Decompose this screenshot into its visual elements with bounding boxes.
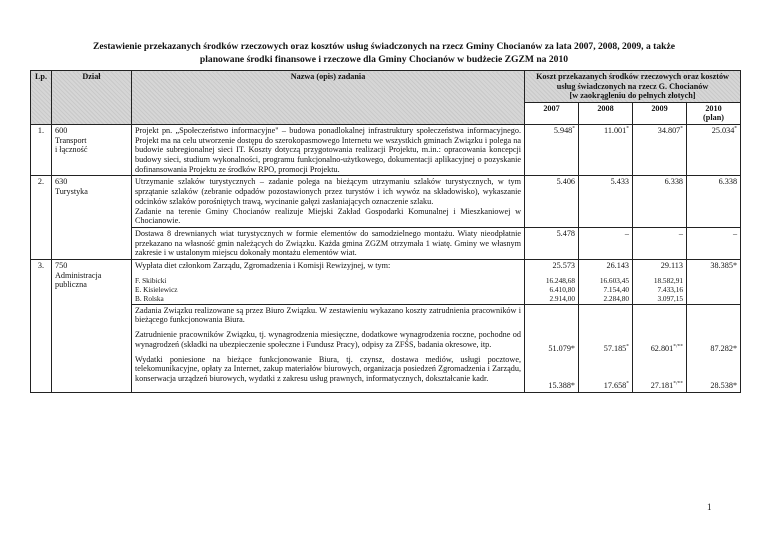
value-2010: – bbox=[687, 227, 741, 259]
page-number: 1 bbox=[707, 502, 712, 512]
office-value: 27.181*/** bbox=[650, 380, 683, 391]
description-paragraph: Zatrudnienie pracowników Związku, tj. wynagrodzenia miesięczne, dodatkowe wynagrodzenia roczne, pochodne od wynagrodzeń (składki na ubezpieczenie społeczne i Fundusz Pracy), odpisy za ZFŚS, badania okresowe, itp. bbox=[135, 330, 521, 349]
dzial-name: Administracja bbox=[55, 270, 102, 280]
value-2007 bbox=[525, 304, 579, 392]
header-dzial: Dział bbox=[52, 71, 132, 125]
value-2009: – bbox=[633, 227, 687, 259]
value-2007 bbox=[525, 260, 579, 305]
table-row bbox=[31, 176, 741, 228]
value-2009: 6.338 bbox=[633, 176, 687, 228]
total-value: 26.143 bbox=[606, 261, 629, 271]
value-2008 bbox=[579, 260, 633, 305]
row-dzial bbox=[52, 176, 132, 260]
member-value: 2.914,00 bbox=[549, 293, 575, 303]
office-value: 17.658* bbox=[603, 380, 629, 391]
dzial-name: publiczna bbox=[55, 280, 87, 290]
row-dzial bbox=[52, 124, 132, 176]
office-value: 15.388* bbox=[548, 381, 575, 391]
member-value: 7.154,40 bbox=[603, 284, 629, 294]
value-2009 bbox=[633, 304, 687, 392]
row-dzial bbox=[52, 260, 132, 393]
member-value: 2.284,80 bbox=[603, 293, 629, 303]
table-row bbox=[31, 260, 741, 305]
row-description: Projekt pn. „Społeczeństwo informacyjne" – budowa ponadlokalnej infrastruktury społeczeństwa informacyjnego. Projekt ma na celu utworzenie dostępu do szerokopasmowego Internetu we wszystkich gminach Związku i polega na budowie subregionalnej sieci IT. Koszty dotyczą przygotowania realizacji Projektu, m.in.: opracowania koncepcji budowy sieci, studium wykonalności, programu funkcjonalno-użytkowego, dokumentacji aplikacyjnej o pozyskanie dofinansowania Projektu ze środków RPO, promocji Projektu. bbox=[132, 124, 525, 176]
member-value: 16.603,45 bbox=[599, 275, 629, 285]
row-lp: 3. bbox=[31, 260, 52, 393]
table-row bbox=[31, 227, 741, 259]
summary-table bbox=[30, 70, 741, 393]
value-2008: 5.433 bbox=[579, 176, 633, 228]
total-value: 25.573 bbox=[552, 261, 575, 271]
year-2010-plan: (plan) bbox=[703, 113, 724, 123]
value-2007: 5.406 bbox=[525, 176, 579, 228]
row-lp: 1. bbox=[31, 124, 52, 176]
value-2007: 5.478 bbox=[525, 227, 579, 259]
member-names bbox=[135, 276, 521, 303]
value-2008 bbox=[579, 304, 633, 392]
year-2010-label: 2010 bbox=[705, 103, 722, 113]
year-2008: 2008 bbox=[579, 102, 633, 124]
year-2010 bbox=[687, 102, 741, 124]
description-paragraph: Zadanie na terenie Gminy Chocianów realizuje Miejski Zakład Gospodarki Komunalnej i Mieszkaniowej w Chocianowie. bbox=[135, 206, 521, 226]
description-paragraph: Wypłata diet członkom Zarządu, Zgromadzenia i Komisji Rewizyjnej, w tym: bbox=[135, 261, 391, 271]
header-koszt-line3: [w zaokrągleniu do pełnych złotych] bbox=[569, 91, 696, 100]
header-koszt bbox=[525, 71, 741, 103]
dzial-code: 600 bbox=[55, 125, 68, 135]
total-value: 29.113 bbox=[660, 261, 683, 271]
member-values bbox=[636, 276, 683, 303]
value-2010: 6.338 bbox=[687, 176, 741, 228]
employment-value: 57.185* bbox=[603, 343, 629, 353]
row-description bbox=[132, 304, 525, 392]
header-koszt-line2: usług świadczonych na rzecz G. Chocianów bbox=[556, 81, 709, 91]
member-values bbox=[582, 276, 629, 303]
table-row bbox=[31, 124, 741, 176]
value-2007: 5.948* bbox=[525, 124, 579, 176]
description-paragraph: Wydatki poniesione na bieżące funkcjonowanie Biura, tj. czynsz, dostawa mediów, usługi pocztowe, telekomunikacyjne, opłaty za Internet, zakup materiałów biurowych, organizacja posiedzeń Zgromadzenia i Zarządu, konserwacja urządzeń biurowych, wydatki z zakresu usług prawnych, informatycznych, dokształcanie kadr. bbox=[135, 354, 521, 383]
value-2010: 38.385* bbox=[687, 260, 741, 305]
value-2010 bbox=[687, 304, 741, 392]
dzial-name: Transport bbox=[55, 135, 87, 145]
dzial-code: 750 bbox=[55, 261, 68, 271]
value-2009: 34.807* bbox=[633, 124, 687, 176]
table-row bbox=[31, 304, 741, 392]
year-2009: 2009 bbox=[633, 102, 687, 124]
header-koszt-line1: Koszt przekazanych środków rzeczowych oraz kosztów bbox=[536, 72, 729, 81]
member-name: F. Skibicki bbox=[135, 275, 167, 285]
office-value: 28.538* bbox=[710, 381, 738, 391]
row-lp: 2. bbox=[31, 176, 52, 260]
value-2008: 11.001* bbox=[579, 124, 633, 176]
year-2007: 2007 bbox=[525, 102, 579, 124]
member-name: B. Rolska bbox=[135, 293, 164, 303]
employment-value: 87.282* bbox=[710, 343, 738, 353]
member-value: 18.582,91 bbox=[653, 275, 683, 285]
header-lp: Lp. bbox=[31, 71, 52, 125]
member-value: 6.410,80 bbox=[549, 284, 575, 294]
value-2010: 25.034* bbox=[687, 124, 741, 176]
dzial-name: i łączność bbox=[55, 145, 88, 155]
employment-value: 62.801*/** bbox=[650, 343, 683, 353]
dzial-code: 630 bbox=[55, 177, 68, 187]
description-paragraph: Zadania Związku realizowane są przez Biuro Związku. W zestawieniu wykazano koszty zatrudnienia pracowników i bieżącego funkcjonowania Biura. bbox=[135, 305, 521, 325]
value-2008: – bbox=[579, 227, 633, 259]
title-line-1: Zestawienie przekazanych środków rzeczowych oraz kosztów usług świadczonych na rzecz Gminy Chocianów za lata 2007, 2008, 2009, a także bbox=[92, 41, 676, 52]
member-value: 7.433,16 bbox=[657, 284, 683, 294]
document-title bbox=[30, 40, 738, 66]
row-description bbox=[132, 176, 525, 228]
title-line-2: planowane środki finansowe i rzeczowe dla Gminy Chocianów w budżecie ZGZM na 2010 bbox=[199, 54, 569, 65]
header-row bbox=[31, 71, 741, 103]
member-values bbox=[528, 276, 575, 303]
dzial-name: Turystyka bbox=[55, 187, 88, 197]
value-2009 bbox=[633, 260, 687, 305]
row-description bbox=[132, 260, 525, 305]
employment-value: 51.079* bbox=[548, 343, 575, 353]
member-name: E. Kisielewicz bbox=[135, 284, 178, 294]
row-description: Dostawa 8 drewnianych wiat turystycznych w formie elementów do samodzielnego montażu. Wiaty nieodpłatnie przekazano na własność gmin należących do Związku. Każda gmina ZGZM otrzymała 1 wiatę. Gminy we własnym zakresie i w ustalonym miejscu dokonały montażu elementów wiat. bbox=[132, 227, 525, 259]
member-value: 3.097,15 bbox=[657, 293, 683, 303]
header-nazwa: Nazwa (opis) zadania bbox=[132, 71, 525, 125]
member-value: 16.248,68 bbox=[545, 275, 575, 285]
description-paragraph: Utrzymanie szlaków turystycznych – zadanie polega na bieżącym utrzymaniu szlaków turystycznych, w tym sprzątanie szlaków (zebranie odpadów pozostawionych przez turystów i ich wywóz na składowisko), wykaszanie odcinków szlaków porośniętych trawą, wycinanie gałęzi zasłaniających oznaczenie szlaku. bbox=[135, 177, 521, 206]
